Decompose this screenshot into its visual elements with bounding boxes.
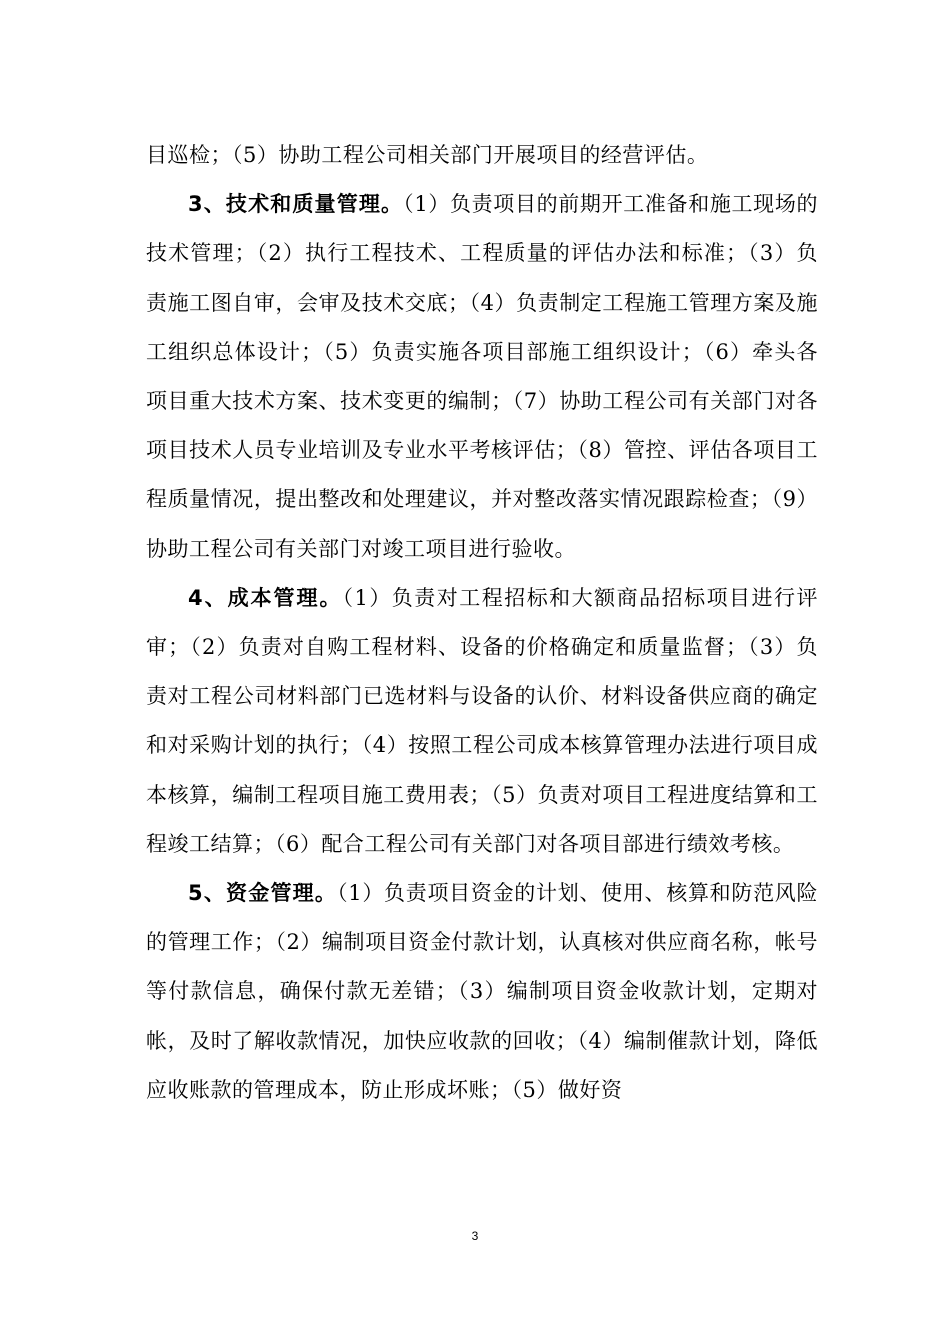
- paragraph-technical-quality-management: [146, 180, 818, 574]
- document-body: [146, 131, 818, 1115]
- paragraph-fund-management: [146, 869, 818, 1115]
- section-heading: 5、资金管理。: [188, 881, 338, 906]
- paragraph-text: （1）负责对工程招标和大额商品招标项目进行评审；（2）负责对自购工程材料、设备的价格确定和质量监督；（3）负责对工程公司材料部门已选材料与设备的认价、材料设备供应商的确定和对采购计划的执行；（4）按照工程公司成本核算管理办法进行项目成本核算，编制工程项目施工费用表；（5）负责对项目工程进度结算和工程竣工结算；（6）配合工程公司有关部门对各项目部进行绩效考核。: [146, 585, 818, 856]
- paragraph-cost-management: [146, 574, 818, 869]
- page-number: 3: [471, 1229, 479, 1243]
- paragraph-text: 目巡检；（5）协助工程公司相关部门开展项目的经营评估。: [146, 143, 709, 167]
- paragraph-text: （1）负责项目资金的计划、使用、核算和防范风险的管理工作；（2）编制项目资金付款计划，认真核对供应商名称，帐号等付款信息，确保付款无差错；（3）编制项目资金收款计划，定期对帐，及时了解收款情况，加快应收款的回收；（4）编制催款计划，降低应收账款的管理成本，防止形成坏账；（5）做好资: [146, 881, 819, 1102]
- section-heading: 4、成本管理。: [188, 585, 343, 610]
- paragraph-text: （1）负责项目的前期开工准备和施工现场的技术管理；（2）执行工程技术、工程质量的评估办法和标准；（3）负责施工图自审，会审及技术交底；（4）负责制定工程施工管理方案及施工组织总体设计；（5）负责实施各项目部施工组织设计；（6）牵头各项目重大技术方案、技术变更的编制；（7）协助工程公司有关部门对各项目技术人员专业培训及专业水平考核评估；（8）管控、评估各项目工程质量情况，提出整改和处理建议，并对整改落实情况跟踪检查；（9）协助工程公司有关部门对竣工项目进行验收。: [146, 192, 818, 561]
- paragraph-continuation: [146, 131, 818, 180]
- section-heading: 3、技术和质量管理。: [188, 192, 404, 217]
